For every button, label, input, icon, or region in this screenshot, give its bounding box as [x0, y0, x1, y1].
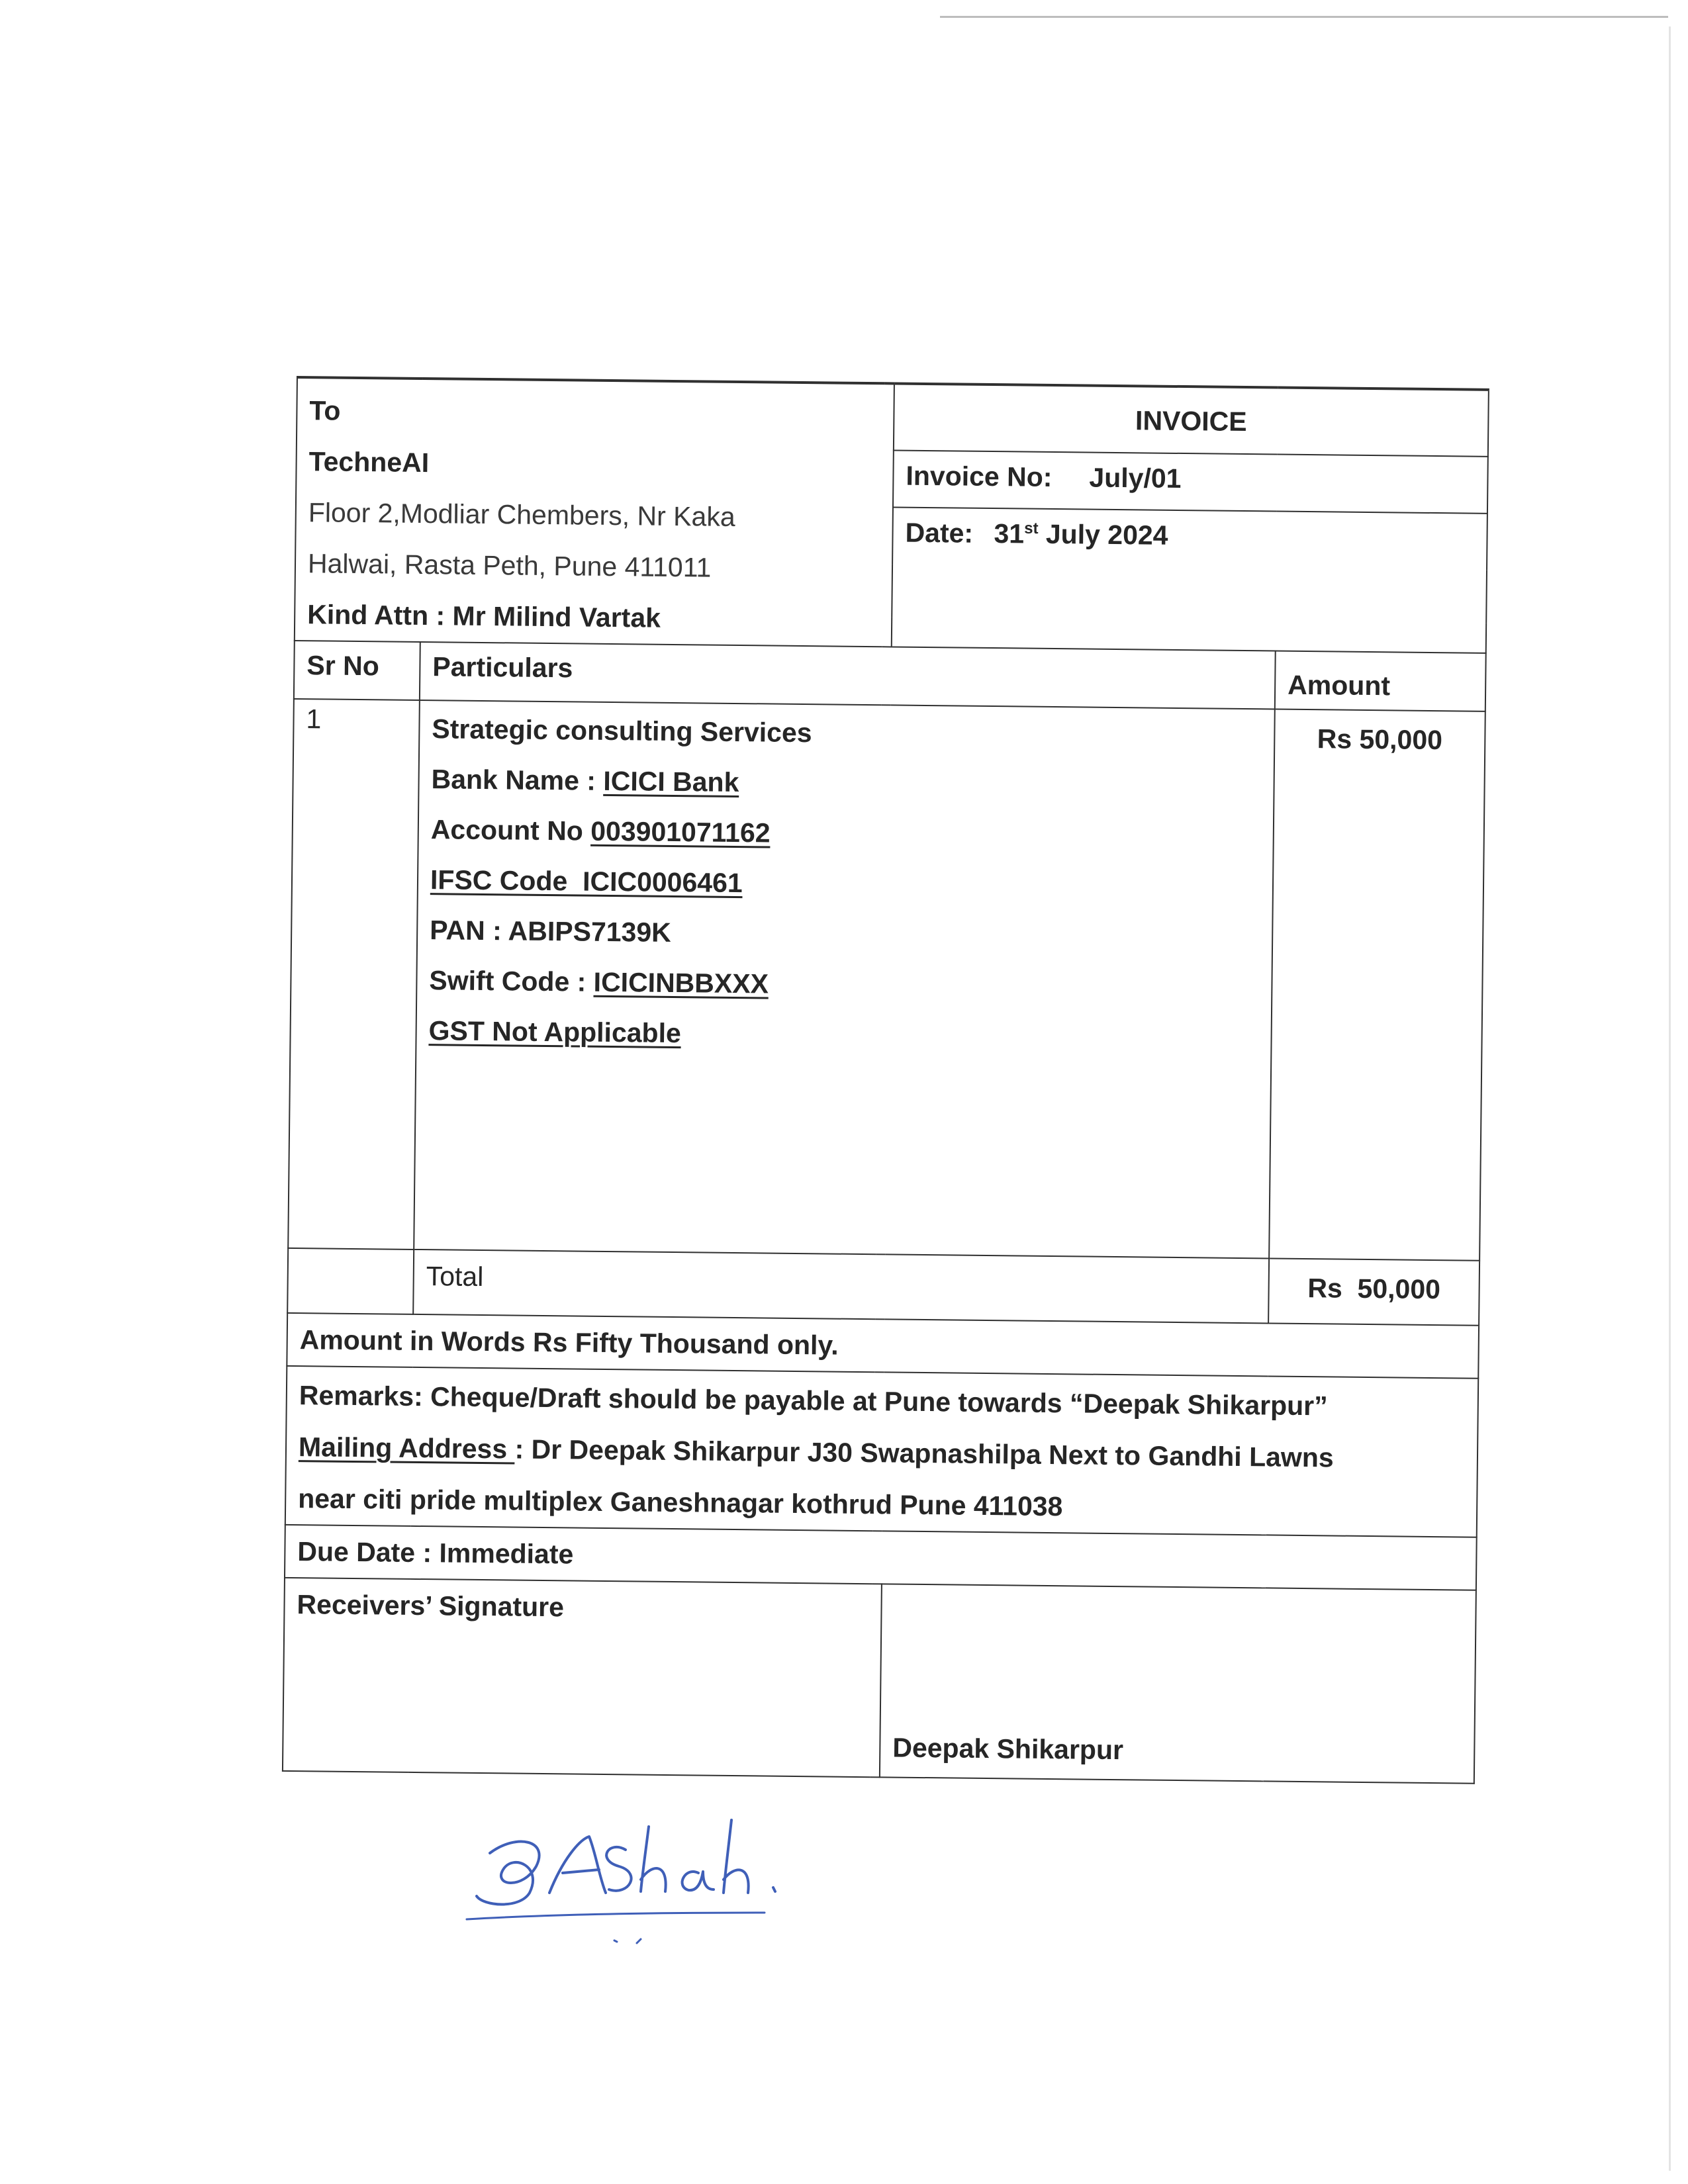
recipient-attention: Kind Attn : Mr Milind Vartak: [306, 599, 661, 633]
invoice-date-rest: July 2024: [1045, 518, 1168, 551]
due-date: Due Date : Immediate: [285, 1525, 1477, 1590]
remarks-block: [285, 1366, 1478, 1537]
invoice-number-label: Invoice No:: [906, 460, 1053, 492]
invoice-date-label: Date:: [905, 517, 974, 549]
invoice-header-filler: [892, 565, 1487, 623]
invoice-table: [282, 376, 1489, 1784]
bank-name-label: Bank Name :: [431, 764, 604, 796]
account-no-value: 003901071162: [590, 815, 771, 848]
invoice-number-row: [893, 450, 1488, 514]
line-item-amount: Rs 50,000: [1269, 709, 1485, 1261]
total-amount: Rs 50,000: [1268, 1258, 1479, 1325]
total-sr-blank: [287, 1248, 414, 1314]
ifsc-value: IFSC Code ICIC0006461: [430, 864, 743, 899]
invoice-sheet: [282, 376, 1489, 1784]
invoice-number-value: July/01: [1089, 462, 1182, 494]
gst-row: [428, 1005, 1259, 1064]
swift-label: Swift Code :: [429, 965, 594, 997]
remarks-line1: Remarks: Cheque/Draft should be payable at Pune towards “Deepak Shikarpur”: [299, 1380, 1328, 1422]
scan-edge-right: [1669, 26, 1671, 2171]
handwritten-signature: [463, 1813, 808, 1946]
header-particulars: Particulars: [420, 642, 1276, 709]
mailing-address-label: Mailing Address: [298, 1432, 515, 1465]
invoice-date-day: 31: [994, 518, 1025, 549]
receiver-signature-label: Receivers’ Signature: [297, 1589, 565, 1623]
swift-row: [429, 955, 1260, 1014]
remarks-line3: near citi pride multiplex Ganeshnagar kothrud Pune 411038: [297, 1483, 1063, 1522]
account-no-row: [430, 804, 1261, 863]
header-amount: Amount: [1275, 651, 1486, 711]
line-item-sr-no: [288, 699, 420, 1250]
gst-note: GST Not Applicable: [428, 1015, 682, 1049]
account-no-label: Account No: [430, 814, 591, 846]
bank-name-row: [431, 754, 1262, 813]
ifsc-row: [430, 854, 1261, 913]
invoice-title: INVOICE: [894, 383, 1489, 456]
recipient-address-line1: Floor 2,Modliar Chembers, Nr Kaka: [308, 497, 735, 532]
issuer-name: Deepak Shikarpur: [892, 1732, 1124, 1766]
line-item-sr-no-value: 1: [306, 704, 322, 735]
recipient-block: [295, 377, 894, 647]
scan-edge-top: [940, 16, 1668, 18]
recipient-company: TechneAI: [308, 446, 430, 478]
mailing-address-text: : Dr Deepak Shikarpur J30 Swapnashilpa Next to Gandhi Lawns: [514, 1433, 1334, 1473]
amount-in-words: Amount in Words Rs Fifty Thousand only.: [287, 1313, 1479, 1379]
pan-row: PAN : ABIPS7139K: [430, 915, 672, 948]
swift-value: ICICINBBXXX: [593, 966, 769, 999]
bank-name-value: ICICI Bank: [603, 765, 739, 798]
issuer-signature-box: [880, 1584, 1476, 1783]
service-description: Strategic consulting Services: [432, 713, 812, 749]
invoice-date-suffix: st: [1024, 519, 1039, 538]
invoice-date-row: [892, 508, 1487, 571]
total-label: Total: [413, 1250, 1269, 1324]
receiver-signature-box: [283, 1578, 882, 1777]
recipient-address-line2: Halwai, Rasta Peth, Pune 411011: [307, 548, 712, 583]
line-item-particulars: [414, 700, 1275, 1258]
header-sr-no: Sr No: [294, 641, 420, 700]
to-label: To: [309, 395, 341, 426]
